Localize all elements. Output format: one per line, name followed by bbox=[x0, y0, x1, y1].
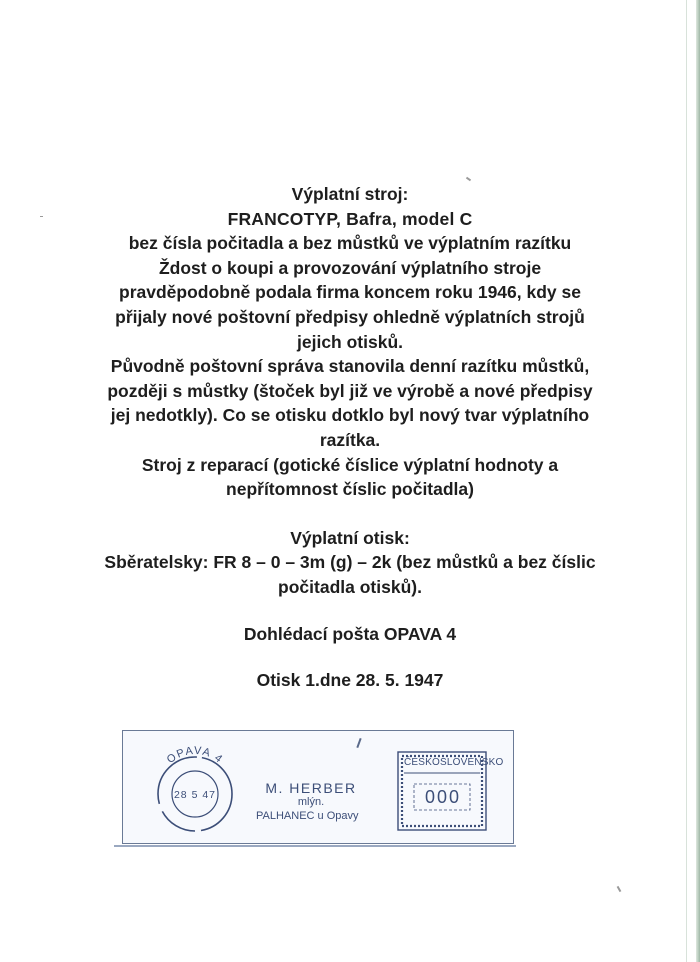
meter-value: 000 bbox=[424, 787, 462, 807]
catalog-line: počitadla otisků). bbox=[278, 576, 422, 597]
postmark-date: 28 5 47 bbox=[173, 789, 217, 801]
page-edge bbox=[696, 0, 700, 962]
control-office: Dohlédací pošta OPAVA 4 bbox=[243, 623, 457, 644]
postmark-town: OPAVA 4 bbox=[164, 746, 226, 767]
page-edge-line bbox=[686, 0, 687, 962]
strip-shadow bbox=[114, 845, 516, 847]
meter-country: ČESKOSLOVENSKO bbox=[404, 757, 504, 768]
text-line: nepřítomnost číslic počitadla) bbox=[226, 479, 474, 500]
text-line: razítka. bbox=[319, 429, 381, 450]
postmark-circle bbox=[145, 746, 245, 836]
text-line: přijaly nové poštovní předpisy ohledně výplatních strojů bbox=[115, 306, 585, 327]
company-place: PALHANEC u Opavy bbox=[256, 810, 359, 822]
imprint-heading: Výplatní otisk: bbox=[290, 527, 410, 548]
text-line: Ždost o koupi a provozování výplatního stroje bbox=[158, 257, 542, 278]
text-line: jejich otisků. bbox=[297, 331, 403, 352]
first-day-note: Otisk 1.dne 28. 5. 1947 bbox=[256, 670, 444, 691]
svg-text:OPAVA 4 bbox=[165, 746, 226, 766]
text-line: později s můstky (štoček byl již ve výrobě a nové předpisy bbox=[107, 380, 593, 401]
text-line: jej nedotkly). Co se otisku dotklo byl nový tvar výplatního bbox=[110, 405, 590, 426]
scan-speck bbox=[617, 886, 622, 892]
machine-type: FRANCOTYP, Bafra, model C bbox=[227, 208, 473, 229]
catalog-line: Sběratelsky: FR 8 – 0 – 3m (g) – 2k (bez můstků a bez číslic bbox=[104, 552, 596, 573]
title-line: Výplatní stroj: bbox=[291, 184, 409, 204]
text-line: bez čísla počitadla a bez můstků ve výplatním razítku bbox=[128, 233, 572, 254]
text-line: Původně poštovní správa stanovila denní razítku můstků, bbox=[110, 356, 590, 377]
company-sub: mlýn. bbox=[297, 796, 325, 808]
slogan-block bbox=[256, 780, 366, 823]
text-line: pravděpodobně podala firma koncem roku 1946, kdy se bbox=[119, 282, 581, 303]
text-line: Stroj z reparací (gotické číslice výplatní hodnoty a bbox=[141, 454, 559, 475]
company-name: M. HERBER bbox=[265, 780, 357, 796]
description-text bbox=[40, 182, 660, 693]
scan-speck bbox=[466, 177, 471, 182]
